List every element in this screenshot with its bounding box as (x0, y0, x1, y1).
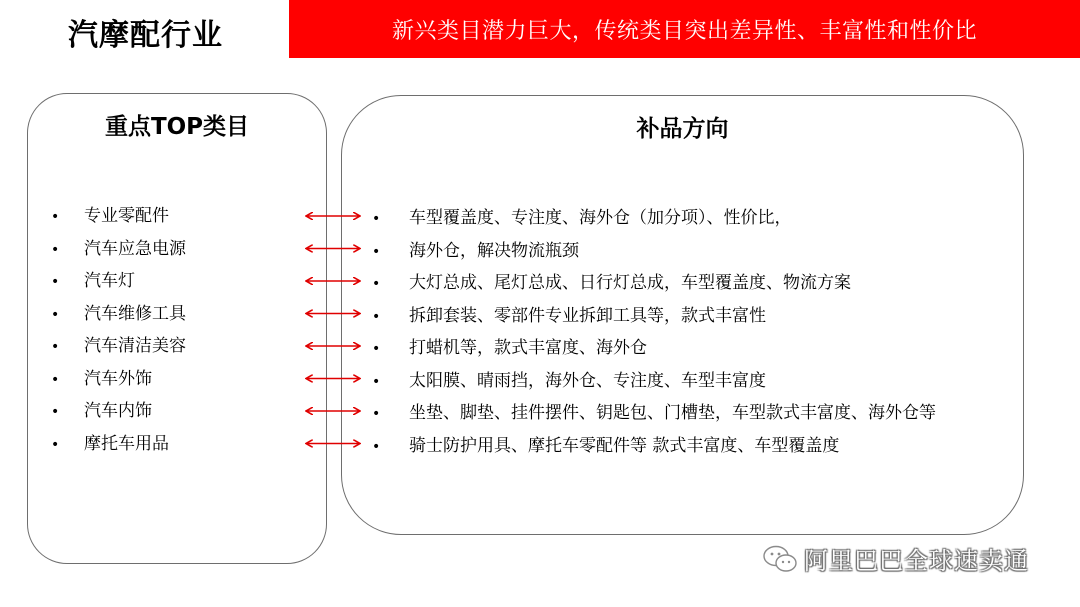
bullet-icon: • (372, 243, 381, 260)
list-item (51, 200, 186, 233)
list-item (51, 428, 186, 461)
bullet-icon: • (51, 404, 60, 420)
top-categories-list (51, 200, 186, 460)
category-label: 汽车应急电源 (84, 238, 186, 259)
bullet-icon: • (372, 211, 381, 227)
list-item (372, 397, 936, 430)
list-item (372, 430, 936, 463)
list-item (372, 365, 936, 398)
list-item (51, 233, 186, 266)
list-item (51, 363, 186, 396)
category-label: 汽车维修工具 (84, 303, 186, 324)
direction-text: 太阳膜、晴雨挡，海外仓、专注度、车型丰富度 (409, 370, 766, 391)
page-title: 汽摩配行业 (68, 18, 223, 53)
list-item (372, 202, 936, 235)
product-direction-list (372, 202, 936, 462)
watermark (762, 541, 1029, 576)
top-categories-panel (27, 93, 327, 564)
direction-text: 海外仓，解决物流瓶颈 (409, 240, 579, 261)
bullet-icon: • (372, 438, 381, 455)
bullet-icon: • (51, 436, 60, 453)
wechat-icon (762, 544, 798, 574)
bullet-icon: • (51, 274, 60, 290)
bullet-icon: • (372, 373, 381, 390)
category-label: 汽车内饰 (84, 401, 152, 421)
bullet-icon: • (51, 209, 60, 225)
product-direction-panel (341, 95, 1024, 535)
list-item (51, 395, 186, 428)
direction-text: 打蜡机等，款式丰富度、海外仓 (409, 338, 647, 358)
direction-text: 骑士防护用具、摩托车零配件等 款式丰富度、车型覆盖度 (409, 435, 840, 456)
top-categories-heading: 重点TOP类目 (104, 114, 250, 140)
category-label: 摩托车用品 (84, 433, 169, 454)
category-label: 汽车清洁美容 (84, 336, 186, 356)
headline-banner: 新兴类目潜力巨大，传统类目突出差异性、丰富性和性价比 (289, 0, 1080, 58)
list-item (51, 298, 186, 331)
bullet-icon: • (51, 371, 60, 388)
bullet-icon: • (51, 241, 60, 258)
list-item (51, 265, 186, 298)
bullet-icon: • (372, 276, 381, 292)
bullet-icon: • (372, 406, 381, 422)
direction-text: 拆卸套装、零部件专业拆卸工具等，款式丰富性 (409, 305, 766, 326)
category-label: 专业零配件 (84, 206, 169, 226)
list-item (51, 330, 186, 363)
category-label: 汽车灯 (84, 271, 135, 291)
direction-text: 车型覆盖度、专注度、海外仓（加分项）、性价比， (409, 208, 792, 228)
bullet-icon: • (51, 306, 60, 323)
watermark-text: 阿里巴巴全球速卖通 (804, 547, 1029, 575)
category-label: 汽车外饰 (84, 368, 152, 389)
bullet-icon: • (372, 341, 381, 357)
connector-arrows (305, 200, 361, 460)
list-item (372, 235, 936, 268)
list-item (372, 332, 936, 365)
product-direction-heading: 补品方向 (636, 116, 729, 142)
bullet-icon: • (51, 339, 60, 355)
direction-text: 坐垫、脚垫、挂件摆件、钥匙包、门槽垫，车型款式丰富度、海外仓等 (409, 403, 936, 423)
list-item (372, 267, 936, 300)
list-item (372, 300, 936, 333)
direction-text: 大灯总成、尾灯总成、日行灯总成，车型覆盖度、物流方案 (409, 273, 851, 293)
bullet-icon: • (372, 308, 381, 325)
